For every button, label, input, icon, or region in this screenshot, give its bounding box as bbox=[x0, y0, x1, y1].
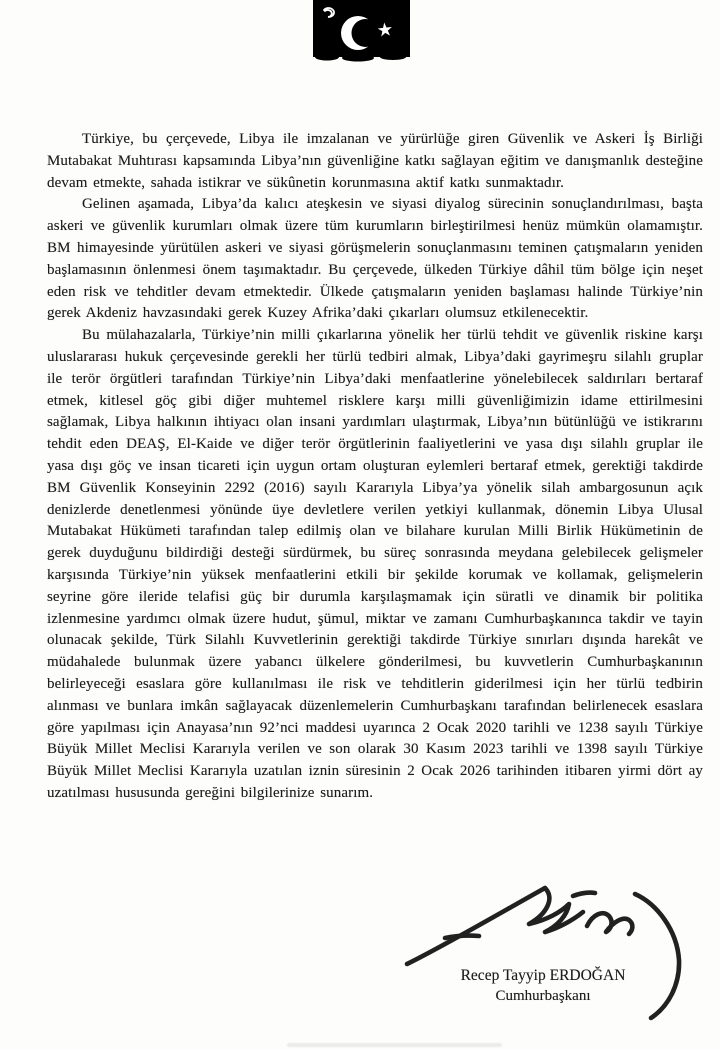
signatory-title: Cumhurbaşkanı bbox=[495, 988, 591, 1004]
paragraph-3: Bu mülahazalarla, Türkiye’nin milli çıkarlarına yönelik her türlü tehdit ve güvenlik riskine karşı uluslararası hukuk çerçevesinde gerekli her türlü tedbiri almak, Libya’daki gayrimeşru silahlı gruplar ile terör örgütleri tarafından Türkiye’nin Libya’daki menfaatlerine yönelebilecek saldırıları bertaraf etmek, kitlesel göç gibi diğer muhtemel risklere karşı milli güvenliğimizin idame ettirilmesini sağlamak, Libya halkının ihtiyacı olan insani yardımları ulaştırmak, Libya’nın bütünlüğü ve istikrarını tehdit eden DEAŞ, El-Kaide ve diğer terör örgütlerinin faaliyetlerini ve yasa dışı silahlı gruplar ile yasa dışı göç ve insan ticareti için uygun ortam oluşturan eylemleri bertaraf etmek, gerektiği takdirde BM Güvenlik Konseyinin 2292 (2016) sayılı Kararıyla Libya’ya yönelik silah ambargosunun açık denizlerde denetlenmesi yönünde üye devletlere verilen yetkiyi kullanmak, dönemin Libya Ulusal Mutabakat Hükümeti tarafından talep edilmiş olan ve bilahare kurulan Milli Birlik Hükümetinin de gerek duyduğunu bildirdiği desteği sürdürmek, bu süreç sonrasında meydana gelebilecek gelişmeler karşısında Türkiye’nin yüksek menfaatlerini etkili bir şekilde korumak ve kollamak, gelişmelerin seyrine göre ileride telafisi güç bir durumla karşılaşmamak için süratli ve dinamik bir politika izlenmesine yardımcı olmak üzere hudut, şümul, miktar ve zamanı Cumhurbaşkanınca takdir ve tayin olunacak şekilde, Türk Silahlı Kuvvetlerinin gerektiği takdirde Türkiye sınırları dışında harekât ve müdahalede bulunmak üzere yabancı ülkelere gönderilmesi, bu kuvvetlerin Cumhurbaşkanının belirleyeceği esaslara göre kullanılması ile risk ve tehditlerin giderilmesi için her türlü tedbirin alınması ve bunlara imkân sağlayacak düzenlemelerin Cumhurbaşkanı tarafından belirlenecek esaslara göre yapılması için Anayasa’nın 92’nci maddesi uyarınca 2 Ocak 2020 tarihli ve 1238 sayılı Türkiye Büyük Millet Meclisi Kararıyla verilen ve son olarak 30 Kasım 2023 tarihli ve 1398 sayılı Türkiye Büyük Millet Meclisi Kararıyla uzatılan iznin süresinin 2 Ocak 2026 tarihinden itibaren yirmi dört ay uzatılması hususunda gereğini bilgilerinize sunarım. bbox=[47, 327, 703, 801]
turkish-flag-emblem-graphic bbox=[313, 0, 410, 62]
paragraph-1: Türkiye, bu çerçevede, Libya ile imzalanan ve yürürlüğe giren Güvenlik ve Askeri İş Birliği Mutabakat Muhtırası kapsamında Libya’nın güvenliğine katkı sağlayan eğitim ve danışmanlık desteğine devam etmekte, sahada istikrar ve sükûnetin korunmasına aktif katkı sunmaktadır. bbox=[47, 131, 703, 191]
signatory-block bbox=[408, 965, 678, 1006]
turkish-flag-emblem bbox=[313, 0, 410, 62]
scan-artifact bbox=[287, 1043, 502, 1047]
paragraph-2: Gelinen aşamada, Libya’da kalıcı ateşkesin ve siyasi diyalog sürecinin sonuçlandırılması, başta askeri ve güvenlik kurumları olmak üzere tüm kurumların birleştirilmesi henüz mümkün olamamıştır. BM himayesinde yürütülen askeri ve siyasi görüşmelerin sonuçlanmasını teminen çatışmaların yeniden başlamasının önlenmesi önem taşımaktadır. Bu çerçevede, ülkeden Türkiye dâhil tüm bölge için neşet eden risk ve tehditler devam etmektedir. Ülkede çatışmaların yeniden başlaması halinde Türkiye’nin gerek Akdeniz havzasındaki gerek Kuzey Afrika’daki çıkarları olumsuz etkilenecektir. bbox=[47, 196, 703, 322]
letter-body bbox=[47, 129, 703, 805]
signatory-name: Recep Tayyip ERDOĞAN bbox=[460, 967, 626, 984]
